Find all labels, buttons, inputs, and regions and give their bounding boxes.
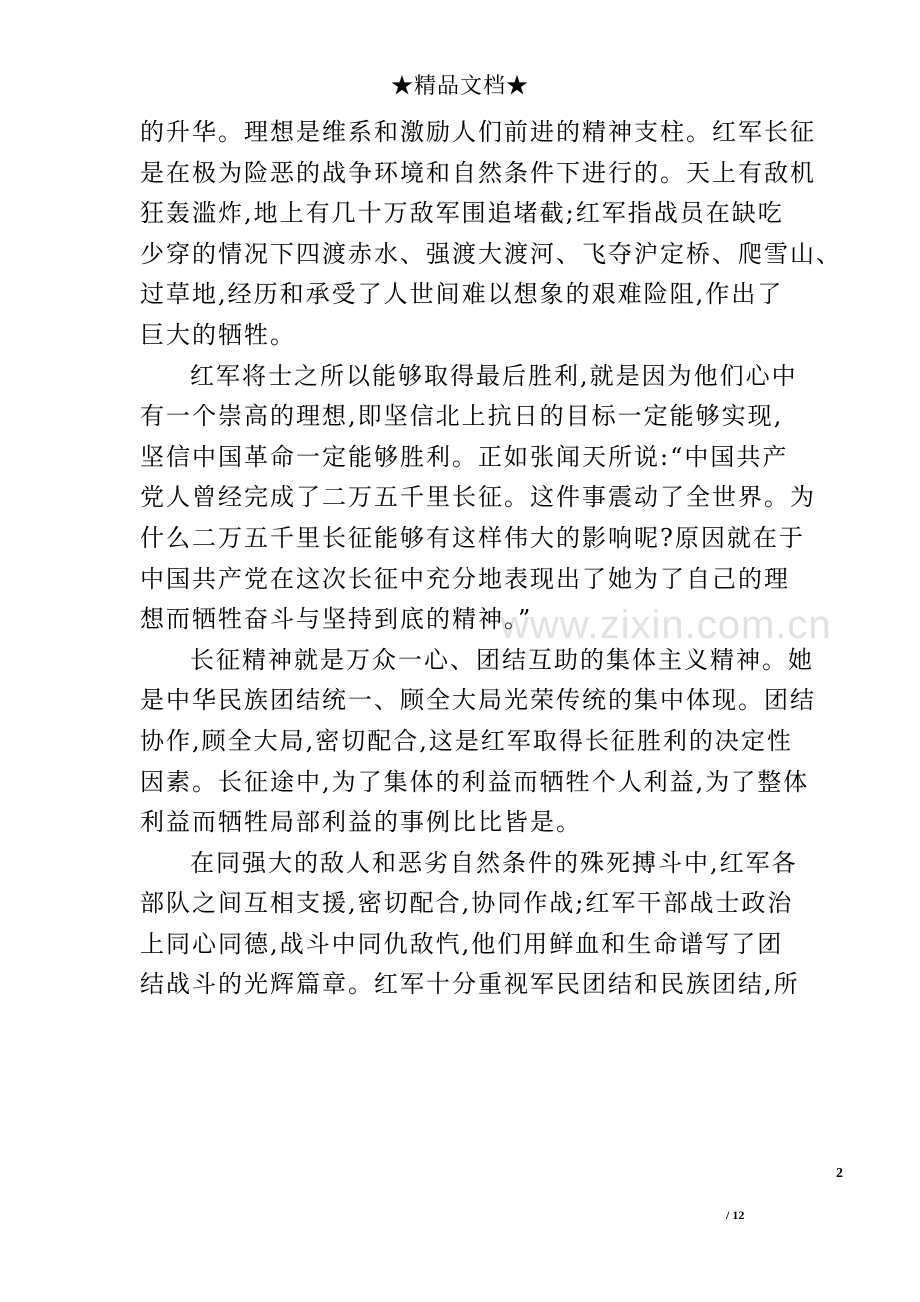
text-line: 巨大的牺牲。 bbox=[140, 320, 296, 349]
paragraph-first-line: 红军将士之所以能够取得最后胜利,就是因为他们心中 bbox=[190, 361, 798, 390]
text-line: 利益而牺牲局部利益的事例比比皆是。 bbox=[140, 808, 582, 837]
document-body bbox=[140, 112, 842, 1005]
paragraph-first-line: 在同强大的敌人和恶劣自然条件的殊死搏斗中,红军各 bbox=[190, 848, 798, 877]
text-line: 党人曾经完成了二万五千里长征。这件事震动了全世界。为 bbox=[140, 483, 816, 512]
text-line: 少穿的情况下四渡赤水、强渡大渡河、飞夺沪定桥、爬雪山、 bbox=[140, 239, 842, 268]
text-line: 上同心同德,战斗中同仇敌忾,他们用鲜血和生命谱写了团 bbox=[140, 929, 784, 958]
text-line: 坚信中国革命一定能够胜利。正如张闻天所说:“中国共产 bbox=[140, 442, 789, 471]
paragraph-first-line: 长征精神就是万众一心、团结互助的集体主义精神。她 bbox=[190, 645, 814, 674]
text-line: 什么二万五千里长征能够有这样伟大的影响呢?原因就在于 bbox=[140, 523, 805, 552]
document-header: ★精品文档★ bbox=[390, 74, 529, 99]
text-line: 过草地,经历和承受了人世间难以想象的艰难险阻,作出了 bbox=[140, 280, 784, 309]
text-line: 中国共产党在这次长征中充分地表现出了她为了自己的理 bbox=[140, 564, 790, 593]
text-line: 想而牺牲奋斗与坚持到底的精神。” bbox=[140, 605, 533, 634]
text-line: 结战斗的光辉篇章。红军十分重视军民团结和民族团结,所 bbox=[140, 970, 800, 999]
text-line: 有一个崇高的理想,即坚信北上抗日的目标一定能够实现, bbox=[140, 402, 784, 431]
text-line: 狂轰滥炸,地上有几十万敌军围追堵截;红军指战员在缺吃 bbox=[140, 199, 784, 228]
text-line: 的升华。理想是维系和激励人们前进的精神支柱。红军长征 bbox=[140, 118, 816, 146]
page-total: / 12 bbox=[726, 1208, 745, 1222]
text-line: 部队之间互相支援,密切配合,协同作战;红军干部战士政治 bbox=[140, 889, 794, 918]
text-line: 协作,顾全大局,密切配合,这是红军取得长征胜利的决定性 bbox=[140, 726, 793, 755]
page-number: 2 bbox=[836, 1166, 843, 1181]
watermark-text: www.zixin.com.cn bbox=[500, 603, 832, 647]
text-line: 是在极为险恶的战争环境和自然条件下进行的。天上有敌机 bbox=[140, 158, 816, 187]
text-line: 是中华民族团结统一、顾全大局光荣传统的集中体现。团结 bbox=[140, 686, 816, 715]
text-line: 因素。长征途中,为了集体的利益而牺牲个人利益,为了整体 bbox=[140, 767, 810, 796]
